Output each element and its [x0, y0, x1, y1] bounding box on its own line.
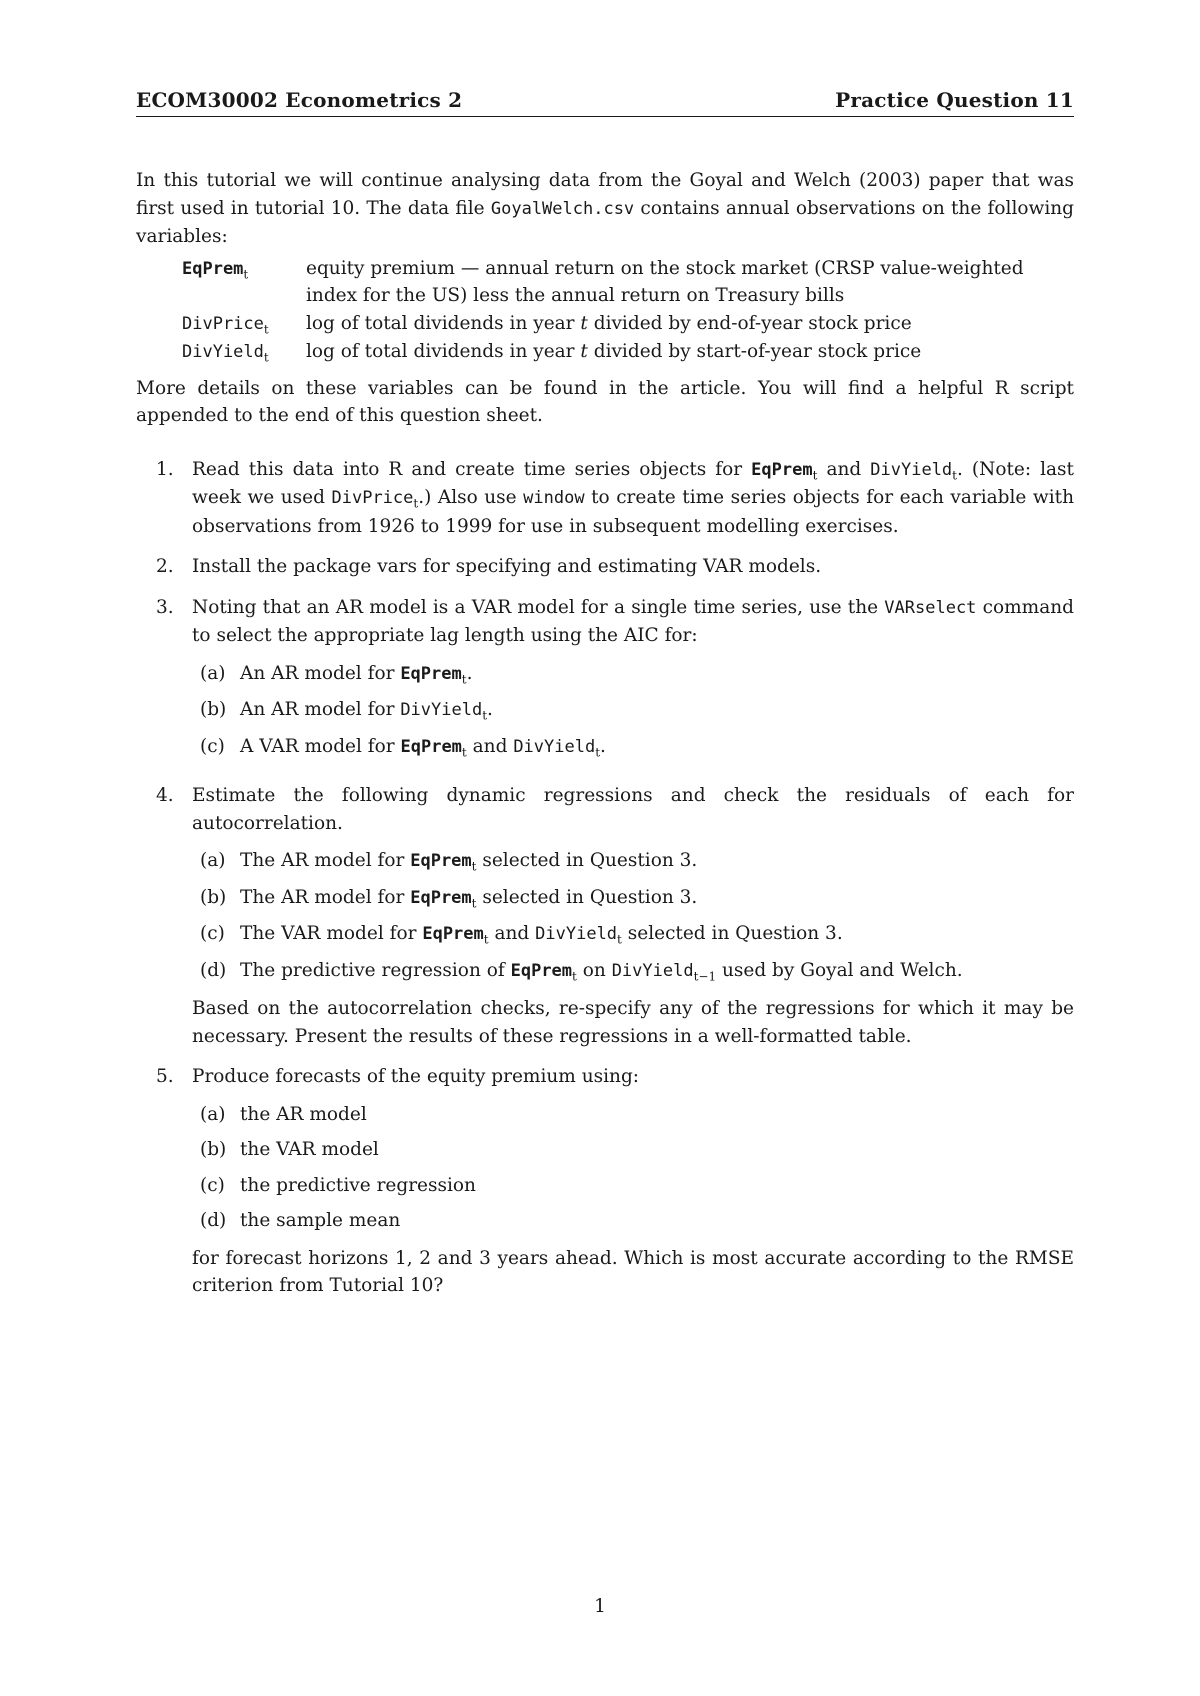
var-divyield: DivYield [870, 459, 953, 480]
subscript: t [617, 932, 622, 947]
sub-label: (b) [200, 1139, 227, 1160]
q-text: .) Also use [418, 487, 524, 508]
q-text: Estimate the following dynamic regressions and check the residuals of each for autocorrelation. [192, 785, 1074, 834]
question-number: 1. [156, 458, 174, 480]
sub-question [192, 884, 1074, 913]
desc-text: divided by end-of-year stock price [587, 312, 912, 334]
subscript: t [952, 468, 957, 483]
sq-text: used by Goyal and Welch. [716, 959, 963, 981]
q-text: . (Note: last week we used [192, 458, 1074, 508]
sq-text: the AR model [240, 1103, 367, 1125]
sub-question [192, 1136, 1074, 1164]
q-after-text: for forecast horizons 1, 2 and 3 years ahead. Which is most accurate according to the RMSE criterion from Tutorial 10? [192, 1247, 1074, 1296]
sub-question [192, 847, 1074, 876]
sub-question [192, 1101, 1074, 1129]
sq-text: The predictive regression of [240, 959, 511, 981]
sq-text: . [487, 699, 493, 720]
sub-question [192, 696, 1074, 725]
sub-label: (c) [200, 735, 225, 757]
subscript: t [243, 267, 249, 282]
desc-text: log of total dividends in year [306, 341, 581, 362]
variable-list [182, 255, 1074, 367]
subscript: t [812, 468, 818, 483]
subscript: t [413, 496, 419, 511]
sub-label: (d) [200, 959, 227, 981]
sub-question [192, 1207, 1074, 1235]
subscript: t [461, 672, 467, 687]
sub-label: (a) [200, 850, 226, 871]
sub-label: (a) [200, 1103, 226, 1125]
q-text: and [817, 458, 871, 480]
sub-question-list [192, 1101, 1074, 1235]
sub-label: (b) [200, 886, 227, 908]
sq-text: . [600, 735, 606, 757]
question-1 [136, 456, 1074, 541]
subscript: t [471, 859, 477, 874]
variable-name: EqPrem [182, 258, 244, 279]
sheet-title: Practice Question 11 [835, 88, 1074, 112]
q-text: Install the package vars for specifying and estimating VAR models. [192, 556, 822, 577]
sub-label: (c) [200, 1174, 225, 1196]
subscript: t [595, 745, 601, 760]
subscript: t [483, 932, 489, 947]
cmd-window: window [523, 488, 585, 508]
intro-text-1: In this tutorial we will continue analysing data from the Goyal and Welch (2003) paper that was first used in tutorial 10. The data file [136, 170, 1074, 219]
sub-label: (b) [200, 699, 227, 720]
intro-paragraph [136, 167, 1074, 251]
question-3 [136, 594, 1074, 770]
variable-name: DivPrice [182, 313, 264, 334]
question-number: 4. [156, 785, 174, 806]
more-details-paragraph: More details on these variables can be found in the article. You will find a helpful R script appended to the end of this question sheet. [136, 377, 1074, 426]
question-4 [136, 782, 1074, 1050]
question-number: 3. [156, 596, 174, 618]
var-eqprem: EqPrem [400, 736, 462, 757]
sq-text: the predictive regression [240, 1174, 476, 1196]
data-filename: GoyalWelch.csv [490, 198, 635, 219]
var-divyield: DivYield [400, 700, 483, 720]
desc-italic: t [580, 312, 588, 334]
sq-text: and [466, 735, 514, 757]
sq-text: An AR model for [240, 699, 401, 720]
sub-question [192, 733, 1074, 762]
sub-question-list [192, 847, 1074, 985]
var-eqprem: EqPrem [410, 887, 472, 908]
q-text: Read this data into R and create time series objects for [192, 458, 752, 480]
var-eqprem: EqPrem [410, 851, 472, 871]
subscript: t [461, 745, 467, 760]
sq-text: . [466, 662, 473, 684]
var-eqprem: EqPrem [400, 663, 462, 684]
sq-text: selected in Question 3. [476, 886, 698, 908]
document-body [136, 167, 1074, 1300]
q-text-part: command to select the appropriate lag length using the AIC for: [192, 596, 1074, 646]
sq-text: the sample mean [240, 1210, 401, 1231]
var-divyield: DivYield [611, 960, 694, 981]
sq-text: The VAR model for [240, 923, 423, 944]
variable-description [306, 310, 1074, 339]
var-divyield: DivYield [535, 924, 618, 944]
sub-question-list [192, 660, 1074, 762]
subscript: t [263, 322, 269, 337]
desc-italic: t [580, 341, 588, 362]
variable-row-eqprem [182, 255, 1074, 310]
q-text [192, 594, 1074, 650]
sub-question [192, 1172, 1074, 1200]
subscript: t−1 [693, 969, 717, 984]
sq-text: The AR model for [240, 850, 411, 871]
variable-description: equity premium — annual return on the stock market (CRSP value-weighted index for the US) less the annual return on Treasury bills [306, 257, 1024, 306]
q-text: to create time series objects for each variable with observations from 1926 to 1999 for use in subsequent modelling exercises. [192, 487, 1074, 537]
sub-question [192, 660, 1074, 689]
var-divprice: DivPrice [331, 488, 414, 508]
document-page [136, 88, 1074, 1313]
q-text-part: Noting that an AR model is a VAR model for a single time series, use the [192, 596, 885, 618]
q-after-text: Based on the autocorrelation checks, re-specify any of the regressions for which it may be necessary. Present the results of these regressions in a well-formatted table. [192, 998, 1074, 1047]
question-2 [136, 553, 1074, 581]
intro-text-2: contains annual observations on the following variables: [136, 197, 1075, 247]
sq-text: selected in Question 3. [621, 923, 843, 944]
sq-text: An AR model for [240, 662, 401, 684]
sub-question [192, 920, 1074, 949]
subscript: t [572, 969, 577, 984]
var-eqprem: EqPrem [751, 459, 813, 480]
sub-label: (d) [200, 1210, 227, 1231]
sq-text: selected in Question 3. [476, 850, 698, 871]
sq-text: A VAR model for [240, 735, 401, 757]
desc-text: divided by start-of-year stock price [587, 341, 922, 362]
page-number: 1 [594, 1596, 606, 1617]
subscript: t [471, 896, 477, 911]
desc-text: log of total dividends in year [306, 312, 581, 334]
question-number: 5. [156, 1066, 174, 1087]
sub-label: (c) [200, 923, 225, 944]
sq-text: on [576, 959, 612, 981]
variable-description [306, 338, 1074, 367]
cmd-varselect: VARselect [884, 597, 977, 618]
sq-text: and [488, 923, 536, 944]
variable-name: DivYield [182, 342, 264, 362]
question-list [136, 456, 1074, 1300]
question-5 [136, 1063, 1074, 1300]
course-title: ECOM30002 Econometrics 2 [136, 88, 463, 112]
var-eqprem: EqPrem [422, 924, 484, 944]
var-eqprem: EqPrem [510, 960, 573, 981]
sq-text: The AR model for [240, 886, 411, 908]
var-divyield: DivYield [513, 736, 596, 757]
variable-row-divyield [182, 338, 1074, 367]
variable-row-divprice [182, 310, 1074, 339]
subscript: t [263, 350, 269, 365]
sub-question [192, 957, 1074, 986]
question-number: 2. [156, 556, 174, 577]
subscript: t [482, 708, 488, 723]
sq-text: the VAR model [240, 1139, 379, 1160]
page-header [136, 88, 1074, 117]
sub-label: (a) [200, 662, 226, 684]
q-text: Produce forecasts of the equity premium using: [192, 1066, 640, 1087]
